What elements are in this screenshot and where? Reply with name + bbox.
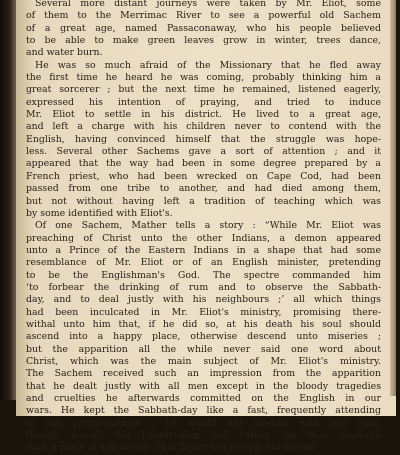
text-line: Several more distant journeys were taken by Mr. Eliot, some xyxy=(35,0,381,9)
text-line: ‘to forbear the drinking of rum and to observe the Sabbath- xyxy=(26,281,381,293)
page-edge xyxy=(390,0,396,396)
text-line: such a piece of self-denial. That liquor has merely enchanted xyxy=(26,442,316,454)
text-line: Of one Sachem, Mather tells a story : “While Mr. Eliot was xyxy=(35,220,381,232)
text-line: of them to the Merrimac River to see a powerful old Sachem xyxy=(26,10,381,22)
text-line: appeared that the way had been in some degree prepared by a xyxy=(26,158,381,170)
paragraph xyxy=(26,220,381,455)
text-line: expressed his intention of praying, and tried to induce xyxy=(26,96,381,108)
text-line: passed from one tribe to another, and had died among them, xyxy=(26,183,381,195)
text-line: Mr. Eliot to settle in his district. He lived to a great age, xyxy=(26,109,381,121)
text-line: to be able to make green leaves grow in winter, trees dance, xyxy=(26,35,381,47)
text-line: Christ, which was the main subject of Mr. Eliot's ministry. xyxy=(26,355,381,367)
text-line: but the apparition all the while never said one word about xyxy=(26,343,381,355)
text-line: ascend into a happy place, otherwise descend unto miseries ; xyxy=(26,331,381,343)
text-line: though usually his countrymen had rather die than undergo xyxy=(26,430,381,442)
text-line: resemblance of Mr. Eliot or of an English minister, pretending xyxy=(26,257,381,269)
paragraph xyxy=(26,0,381,60)
text-line: wars. He kept the Sabbath-day like a fast, frequently attending xyxy=(26,405,381,417)
book-page xyxy=(16,0,396,454)
text-line: great sorcerer ; but the next time he remained, listened eagerly, xyxy=(26,84,381,96)
text-line: the first time he heard he was coming, probably thinking him a xyxy=(26,72,381,84)
paragraph xyxy=(26,60,381,220)
text-line: in our congregations ; he would not meddle with any rum, xyxy=(26,417,381,429)
text-line: less. Several other Sachems gave a sort of attention ; and it xyxy=(26,146,381,158)
text-line: He was so much afraid of the Missionary that he fled away xyxy=(35,59,381,71)
text-line: French priest, who had been wrecked on Cape Cod, had been xyxy=(26,170,381,182)
text-line: that he dealt justly with all men except in the bloody tragedies xyxy=(26,380,381,392)
text-line: of a great age, named Passaconaway, who his people believed xyxy=(26,22,381,34)
text-line: preaching of Christ unto the other Indians, a demon appeared xyxy=(26,232,381,244)
book-gutter-shadow xyxy=(0,0,16,400)
text-line: but not without having left a tradition of teaching which was xyxy=(26,195,381,207)
text-line: day, and to deal justly with his neighbours ;’ all which things xyxy=(26,294,381,306)
text-line: English, having convinced himself that the struggle was hope- xyxy=(26,133,381,145)
text-line: The Sachem received such an impression from the apparition xyxy=(26,368,381,380)
text-line: to be the Englishman's God. The spectre commanded him xyxy=(26,269,381,281)
page-body-text xyxy=(26,0,381,455)
text-line: and water burn. xyxy=(26,47,103,59)
text-line: withal unto him that, if he did so, at his death his soul should xyxy=(26,318,381,330)
text-line: and cruelties he afterwards committed on the English in our xyxy=(26,393,381,404)
text-line: had been inculcated in Mr. Eliot's ministry, promising there- xyxy=(26,306,381,318)
text-line: unto a Prince of the Eastern Indians in a shape that had some xyxy=(26,244,381,256)
text-line: and left a charge with his children never to contend with the xyxy=(26,121,381,133)
text-line: by some identified with Eliot's. xyxy=(26,207,173,219)
